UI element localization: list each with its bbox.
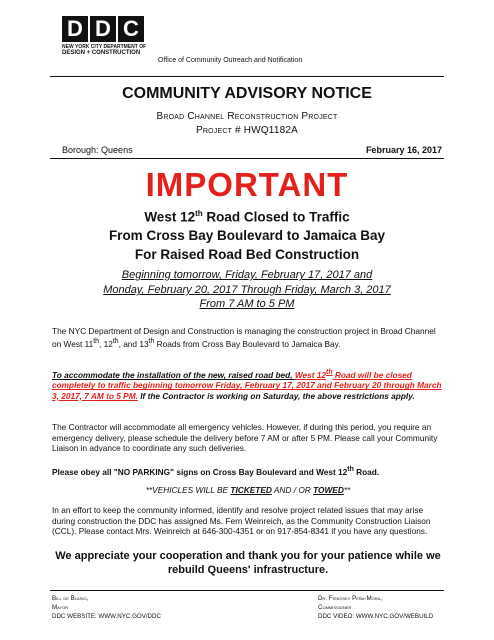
header-rule [50,158,444,159]
sup: th [326,369,333,376]
para-closure [52,368,444,401]
headline-line2: From Cross Bay Boulevard to Jamaica Bay [108,228,386,243]
text: The NYC Department of Design and Construction is managing the construction project in Broad Channel on West 11 [52,326,436,349]
headline-line1 [0,209,494,225]
schedule-line3: From 7 AM to 5 PM [199,298,295,310]
ticketed-text: TICKETED [230,485,272,495]
text: Please obey all "NO PARKING" signs on Cross Bay Boulevard and West 12 [52,466,348,477]
borough-value: Queens [101,145,133,155]
notice-title: COMMUNITY ADVISORY NOTICE [122,85,372,102]
office-name: Office of Community Outreach and Notification [158,57,303,64]
para-tow-warning [52,485,444,496]
closure-red-text: Road will be closed completely to traffic beginning tomorrow Friday, February 17, 2017 and February 20 through March 3, 2017, 7 AM to 5 PM. [52,369,442,401]
text: ** [343,485,351,495]
commissioner-title: Commissioner [318,604,352,611]
schedule-line1: Beginning tomorrow, Friday, February 17, 2017 and [121,269,373,281]
sup: th [93,337,99,345]
ddc-logo-letters [62,16,146,42]
thanks-message [52,549,444,577]
text: AND / OR [271,485,314,495]
closure-red-text: West 12 [294,369,327,380]
para-liaison: In an effort to keep the community informed, identify and resolve project related issues that may arise during construction the DDC has assigned Ms. Fern Weinreich, as the Community Construction Liaison (CCL). Please contact Mrs. Weinreich at 646-300-4351 or on 917-854-8341 if you have any questions. [52,505,431,536]
text: If the Contractor is working on Saturday, the above restrictions apply. [137,390,415,401]
footer-rule [50,590,444,591]
logo-letter: D [62,16,88,42]
text: **VEHICLES WILL BE [145,485,231,495]
headline-text: Road Closed to Traffic [202,209,350,225]
notice-date: February 16, 2017 [365,145,442,155]
text: To accommodate the installation of the new, raised road bed, [52,369,295,380]
footer-left [52,594,161,621]
logo-line1: NEW YORK CITY DEPARTMENT OF [62,44,147,50]
text: Roads from Cross Bay Boulevard to Jamaica Bay. [154,338,341,349]
commissioner-name: Dr. Feniosky Peña-Mora, [318,595,383,602]
headline-sup: th [195,209,203,218]
para-no-parking [52,465,444,477]
ddc-website: DDC WEBSITE: WWW.NYC.GOV/DDC [52,613,161,620]
mayor-title: Mayor [52,604,69,611]
para-project-intro [52,326,444,349]
borough-line [62,145,133,155]
towed-text: TOWED [313,485,344,495]
borough-label: Borough: [62,145,99,155]
logo-letter: C [118,16,144,42]
project-name: Broad Channel Reconstruction Project [156,111,338,122]
sup: th [112,337,119,345]
text: , 12 [98,338,113,349]
text: , and 13 [118,338,149,349]
headline-line3: For Raised Road Bed Construction [134,247,360,262]
headline-text: West 12 [144,209,196,225]
top-rule [50,76,444,77]
project-number: Project # HWQ1182A [195,125,298,136]
sup: th [347,466,354,473]
para-emergency: The Contractor will accommodate all emergency vehicles. However, if during this period, you require an emergency delivery, please schedule the delivery before 7 AM or after 5 PM. Please call your Community Liaison in advance to coordinate any such deliveries. [52,422,438,453]
ddc-logo [62,16,146,57]
mayor-name: Bill de Blasio, [52,595,89,602]
text: Road. [353,466,380,477]
thanks-line1: We appreciate your cooperation and thank you for your patience while we [55,550,441,562]
thanks-line2: rebuild Queens' infrastructure. [167,564,329,576]
footer-right [318,594,433,621]
schedule-line2: Monday, February 20, 2017 Through Friday, March 3, 2017 [103,284,391,296]
important-heading: IMPORTANT [145,166,349,203]
ddc-video: DDC VIDEO: WWW.NYC.GOV/WEBUILD [318,613,434,620]
logo-line2: DESIGN + CONSTRUCTION [62,50,141,56]
logo-letter: D [90,16,116,42]
sup: th [148,337,155,345]
